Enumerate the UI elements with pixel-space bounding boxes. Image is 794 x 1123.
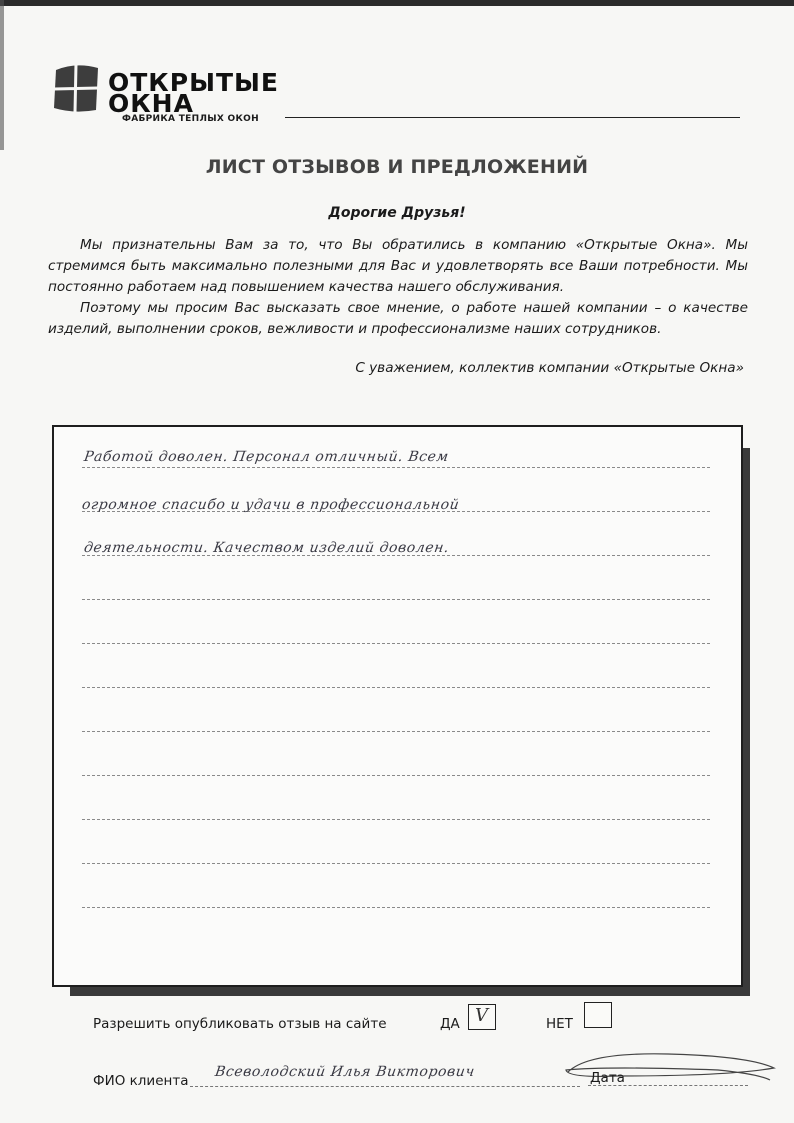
intro-text [48,235,748,340]
intro-paragraph-1: Мы признательны Вам за то, что Вы обратились в компанию «Открытые Окна». Мы стремимся быть максимально полезными для Вас и удовлетворять все Ваши потребности. Мы постоянно работаем над повышением качества нашего обслуживания. [48,237,748,295]
feedback-box[interactable] [52,425,743,987]
company-logo [50,58,290,128]
feedback-writing-line [82,731,710,732]
feedback-writing-line [82,775,710,776]
feedback-writing-line [82,819,710,820]
feedback-writing-line [82,907,710,908]
feedback-writing-line [82,687,710,688]
feedback-writing-line [82,643,710,644]
greeting: Дорогие Друзья! [328,205,466,221]
logo-text-line2: ОКНА [108,89,194,118]
client-name-field-line [190,1086,580,1087]
scan-left-edge [0,0,4,150]
publish-permission-label: Разрешить опубликовать отзыв на сайте [93,1016,387,1032]
no-checkbox[interactable] [584,1002,612,1028]
window-logo-icon [50,60,102,114]
feedback-writing-line [82,467,710,468]
page-title: ЛИСТ ОТЗЫВОВ И ПРЕДЛОЖЕНИЙ [205,156,589,178]
signature-scribble [548,1046,778,1096]
logo-tagline: ФАБРИКА ТЕПЛЫХ ОКОН [122,114,259,124]
client-name-label: ФИО клиента [93,1073,189,1089]
handwritten-line-2: огромное спасибо и удачи в профессиональной [80,497,461,513]
feedback-writing-line [82,863,710,864]
logo-text-line1: ОТКРЫТЫЕ [108,68,280,97]
intro-paragraph-2: Поэтому мы просим Вас высказать свое мнение, о работе нашей компании – о качестве изделий, выполнении сроков, вежливости и профессионализме наших сотрудников. [48,300,748,337]
handwritten-line-3: деятельности. Качеством изделий доволен. [82,540,451,556]
client-name-value[interactable]: Всеволодский Илья Викторович [213,1064,476,1080]
date-field-line[interactable] [588,1085,748,1086]
handwritten-line-1: Работой доволен. Персонал отличный. Всем [82,449,450,465]
header-rule [285,117,740,118]
scan-top-edge [0,0,794,6]
no-label: НЕТ [546,1016,573,1032]
feedback-writing-line [82,599,710,600]
yes-checkbox[interactable] [468,1004,496,1030]
signoff: С уважением, коллектив компании «Открытые Окна» [355,360,744,376]
date-label: Дата [590,1070,625,1086]
yes-label: ДА [440,1016,460,1032]
check-mark-icon: V [475,1005,488,1026]
